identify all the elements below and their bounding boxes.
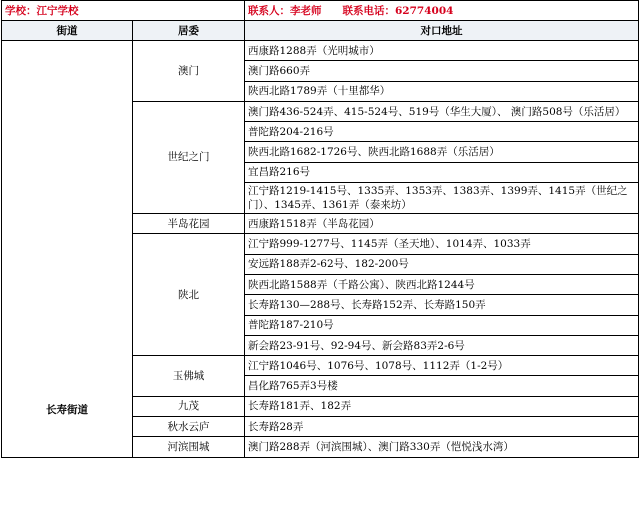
address-cell: 长寿路130—288号、长寿路152弄、长寿路150弄 <box>245 295 639 315</box>
header-row <box>2 21 639 41</box>
contact-row <box>2 1 639 21</box>
address-cell: 宜昌路216号 <box>245 162 639 182</box>
committee-cell: 九茂 <box>133 396 245 416</box>
committee-cell: 河滨围城 <box>133 437 245 457</box>
school-name: 学校：江宁学校 <box>2 1 245 21</box>
address-table <box>1 0 639 458</box>
committee-cell: 玉佛城 <box>133 356 245 397</box>
address-cell: 西康路1518弄（半岛花园） <box>245 214 639 234</box>
contact-info: 联系人：李老师 联系电话：62774004 <box>245 1 639 21</box>
address-cell: 陕西北路1588弄（千路公寓）、陕西北路1244号 <box>245 274 639 294</box>
header-address: 对口地址 <box>245 21 639 41</box>
address-cell: 江宁路1046号、1076号、1078号、1112弄（1-2号） <box>245 356 639 376</box>
header-street: 街道 <box>2 21 133 41</box>
address-cell: 江宁路1219-1415号、1335弄、1353弄、1383弄、1399弄、1415弄（世纪之门）、1345弄、1361弄（泰来坊） <box>245 183 639 214</box>
address-cell: 澳门路436-524弄、415-524号、519号（华生大厦）、 澳门路508号（乐活居） <box>245 101 639 121</box>
address-cell: 新会路23-91号、92-94号、新会路83弄2-6号 <box>245 335 639 355</box>
table-row <box>2 41 639 61</box>
committee-cell: 半岛花园 <box>133 214 245 234</box>
address-cell: 陕西北路1682-1726号、陕西北路1688弄（乐活居） <box>245 142 639 162</box>
committee-cell: 陕北 <box>133 234 245 356</box>
address-cell: 长寿路28弄 <box>245 417 639 437</box>
address-cell: 安远路188弄2-62号、182-200号 <box>245 254 639 274</box>
address-cell: 澳门路288弄（河滨围城）、澳门路330弄（恺悦浅水湾） <box>245 437 639 457</box>
street-cell: 长寿街道 <box>2 41 133 458</box>
address-cell: 长寿路181弄、182弄 <box>245 396 639 416</box>
address-cell: 普陀路187-210号 <box>245 315 639 335</box>
address-cell: 普陀路204-216号 <box>245 122 639 142</box>
address-cell: 江宁路999-1277号、1145弄（圣天地）、1014弄、1033弄 <box>245 234 639 254</box>
committee-cell: 澳门 <box>133 41 245 102</box>
address-cell: 澳门路660弄 <box>245 61 639 81</box>
address-cell: 西康路1288弄（光明城市） <box>245 41 639 61</box>
address-cell: 陕西北路1789弄（十里都华） <box>245 81 639 101</box>
address-cell: 昌化路765弄3号楼 <box>245 376 639 396</box>
header-committee: 居委 <box>133 21 245 41</box>
committee-cell: 世纪之门 <box>133 101 245 213</box>
committee-cell: 秋水云庐 <box>133 417 245 437</box>
